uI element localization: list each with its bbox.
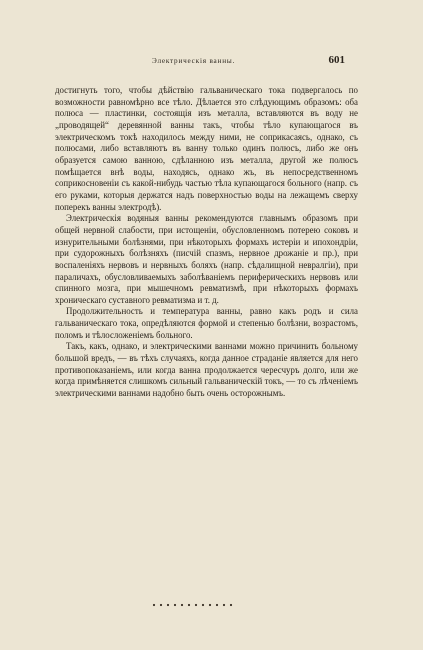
page-number: 601: [328, 54, 345, 66]
paragraph: Такъ, какъ, однако, и электрическими ваннами можно причинить больному большой вредъ, — въ тѣхъ случаяхъ, когда данное страданіе является для него противопоказаніемъ, или когда ванна продолжается чересчуръ долго, или же когда примѣняется слишкомъ сильный гальваническій токъ, — то съ лѣченіемъ электрическими ваннами надобно быть очень осторожнымъ.: [55, 341, 358, 399]
paragraph: Электрическія водяныя ванны рекомендуются главнымъ образомъ при общей нервной слабости, при истощеніи, обусловленномъ потерею соковъ и изнурительными болѣзнями, при нѣкоторыхъ формахъ истеріи и ипохондріи, при судорожныхъ болѣзняхъ (писчій спазмъ, нервное дрожаніе и пр.), при воспаленіяхъ нервовъ и нервныхъ боляхъ (напр. сѣдалищной невралгіи), при параличахъ, обусловливаемыхъ заболѣваніемъ периферическихъ нервовъ или спинного мозга, при мышечномъ ревматизмѣ, при нѣкоторыхъ формахъ хроническаго суставного ревматизма и т. д.: [55, 213, 358, 305]
paragraph: Продолжительность и температура ванны, равно какъ родъ и сила гальваническаго тока, опредѣляются формой и степенью болѣзни, возрастомъ, поломъ и тѣлосложеніемъ больного.: [55, 306, 358, 340]
body-text: [55, 85, 358, 400]
running-head: Электрическія ванны.: [152, 57, 236, 65]
section-end-ornament: [150, 600, 240, 610]
page-header: [60, 54, 345, 71]
paragraph: достигнуть того, чтобы дѣйствію гальваническаго тока подвергалось по возможности равномѣрно все тѣло. Дѣлается это слѣдующимъ образомъ: оба полюса — пластинки, состоящія изъ металла, вставляются въ воду не „проводящей“ деревянной ванны такъ, чтобы тѣло купающагося въ электрическомъ токѣ находилось между ними, не соприкасаясь, однако, съ полюсами, либо вставляютъ въ ванну только одинъ полюсъ, либо же онъ образуется самою ванною, сдѣланною изъ металла, другой же полюсъ помѣщается внѣ воды, находясь, однако жъ, въ непосредственномъ соприкосновеніи съ какой-нибудь частью тѣла купающагося больного (напр. съ его руками, которыя держатся надъ поверхностью воды на лежащемъ сверху поперекъ ванны электродѣ).: [55, 85, 358, 212]
